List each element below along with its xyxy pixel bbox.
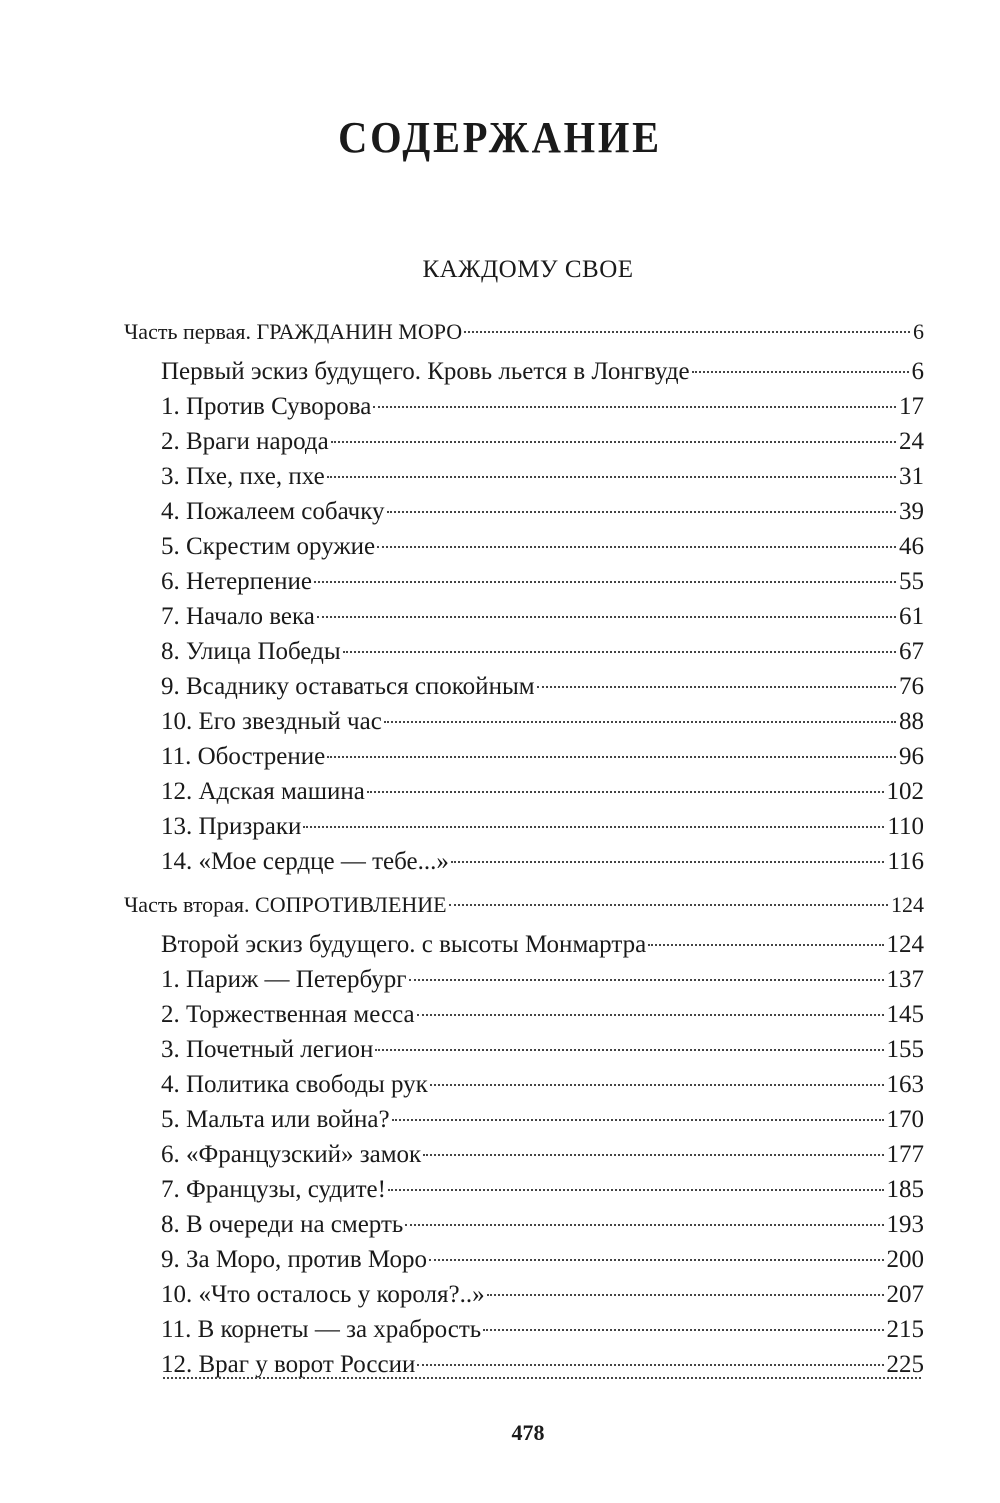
page-number: 31	[899, 463, 924, 490]
entry-label: 10. «Что осталось у короля?..»	[161, 1281, 485, 1308]
toc-entry	[161, 1312, 924, 1347]
dot-leader	[487, 1293, 884, 1296]
page-number: 200	[886, 1246, 924, 1273]
page-number: 215	[886, 1316, 924, 1343]
dot-leader	[367, 790, 884, 793]
dot-leader	[303, 825, 884, 828]
page-number: 17	[899, 393, 924, 420]
toc-entry	[161, 1382, 924, 1417]
dot-leader	[377, 545, 896, 548]
dot-leader	[417, 1013, 884, 1016]
entry-label: 13. Призраки	[161, 813, 302, 840]
entry-label: 3. Пхе, пхе, пхе	[161, 463, 325, 490]
toc-part-entries	[124, 927, 924, 1417]
entry-label: 4. Политика свободы рук	[161, 1071, 428, 1098]
page-number: 177	[886, 1141, 924, 1168]
toc-entry	[161, 424, 924, 459]
entry-label: Первый эскиз будущего. Кровь льется в Лонгвуде	[161, 358, 690, 385]
page-number: 24	[899, 428, 924, 455]
dot-leader	[314, 580, 896, 583]
entry-label: 7. Начало века	[161, 603, 315, 630]
toc-part-heading	[124, 312, 924, 352]
toc-entry	[161, 844, 924, 879]
toc-entry	[161, 459, 924, 494]
dot-leader	[537, 685, 896, 688]
toc-entry	[161, 1137, 924, 1172]
toc-entry	[161, 669, 924, 704]
dot-leader	[327, 475, 896, 478]
dot-leader	[373, 405, 896, 408]
entry-label: 1. Против Суворова	[161, 393, 372, 420]
entry-label: 12. Адская машина	[161, 778, 365, 805]
page-number: 110	[887, 813, 924, 840]
toc-entry	[161, 1277, 924, 1312]
dot-leader	[343, 650, 896, 653]
page-number: 163	[886, 1071, 924, 1098]
dot-leader	[430, 1083, 884, 1086]
dot-leader	[327, 755, 896, 758]
page-title: СОДЕРЖАНИЕ	[338, 113, 662, 162]
page-number: 137	[886, 966, 924, 993]
entry-label: 5. Мальта или война?	[161, 1106, 390, 1133]
toc-part-entries	[124, 354, 924, 879]
dot-leader	[331, 440, 896, 443]
entry-label: 10. Его звездный час	[161, 708, 382, 735]
page-number: 124	[886, 931, 924, 958]
page-number: 170	[886, 1106, 924, 1133]
toc-entry	[161, 529, 924, 564]
page-number: 155	[886, 1036, 924, 1063]
dot-leader	[163, 1376, 921, 1379]
toc-entry	[161, 1067, 924, 1102]
page-folio-number: 478	[511, 1420, 545, 1445]
part-label: Часть вторая. СОПРОТИВЛЕНИЕ	[124, 892, 447, 917]
toc-entry	[161, 354, 924, 389]
page-number: 46	[899, 533, 924, 560]
entry-label: 1. Париж — Петербург	[161, 966, 407, 993]
toc-entry	[161, 599, 924, 634]
entry-label: 8. В очереди на смерть	[161, 1211, 404, 1238]
dot-leader	[464, 330, 910, 333]
page-number: 145	[886, 1001, 924, 1028]
toc-entry	[161, 962, 924, 997]
dot-leader	[429, 1258, 884, 1261]
dot-leader	[692, 370, 909, 373]
dot-leader	[483, 1328, 883, 1331]
toc-part-heading	[124, 885, 924, 925]
entry-label: 5. Скрестим оружие	[161, 533, 376, 560]
toc-entry	[161, 389, 924, 424]
toc-entry	[161, 494, 924, 529]
dot-leader	[451, 860, 885, 863]
page-number: 185	[886, 1176, 924, 1203]
toc-entry	[161, 634, 924, 669]
entry-label: 6. Нетерпение	[161, 568, 313, 595]
entry-label: 2. Торжественная месса	[161, 1001, 415, 1028]
page-number: 225	[886, 1351, 924, 1378]
book-title: КАЖДОМУ СВОЕ	[422, 256, 634, 283]
toc-entry	[161, 1102, 924, 1137]
toc-entry	[161, 704, 924, 739]
dot-leader	[405, 1223, 883, 1226]
dot-leader	[449, 903, 888, 906]
part-label: Часть первая. ГРАЖДАНИН МОРО	[124, 319, 463, 344]
entry-label: 14. «Мое сердце — тебе...»	[161, 848, 449, 875]
toc-entry	[161, 739, 924, 774]
dot-leader	[387, 510, 896, 513]
page-number: 124	[891, 892, 924, 917]
toc-entry	[161, 1032, 924, 1067]
dot-leader	[423, 1153, 883, 1156]
entry-label: 11. В корнеты — за храбрость	[161, 1316, 482, 1343]
table-of-contents	[124, 312, 924, 1417]
dot-leader	[388, 1188, 884, 1191]
page-number: 67	[899, 638, 924, 665]
page-number: 6	[911, 358, 924, 385]
entry-label: 9. Всаднику оставаться спокойным	[161, 673, 535, 700]
entry-label: 7. Французы, судите!	[161, 1176, 386, 1203]
page-number: 207	[886, 1281, 924, 1308]
page-number: 193	[886, 1211, 924, 1238]
entry-label: 12. Враг у ворот России	[161, 1351, 416, 1378]
entry-label: 8. Улица Победы	[161, 638, 341, 665]
toc-entry	[161, 809, 924, 844]
toc-entry	[161, 1172, 924, 1207]
toc-entry	[161, 927, 924, 962]
entry-label: 11. Обострение	[161, 743, 326, 770]
page-number: 61	[899, 603, 924, 630]
toc-entry	[161, 1242, 924, 1277]
page-number: 6	[913, 319, 924, 344]
entry-label: 9. За Моро, против Моро	[161, 1246, 427, 1273]
entry-label: 3. Почетный легион	[161, 1036, 374, 1063]
page-number: 96	[899, 743, 924, 770]
toc-entry	[161, 1207, 924, 1242]
entry-label: 4. Пожалеем собачку	[161, 498, 385, 525]
toc-entry	[161, 997, 924, 1032]
dot-leader	[648, 943, 883, 946]
page-number: 76	[899, 673, 924, 700]
dot-leader	[392, 1118, 884, 1121]
dot-leader	[417, 1363, 883, 1366]
page-number: 39	[899, 498, 924, 525]
page-number: 55	[899, 568, 924, 595]
dot-leader	[317, 615, 896, 618]
toc-entry	[161, 774, 924, 809]
page-number: 116	[887, 848, 924, 875]
dot-leader	[384, 720, 896, 723]
entry-label: 6. «Французский» замок	[161, 1141, 422, 1168]
entry-label: 2. Враги народа	[161, 428, 329, 455]
page-number: 88	[899, 708, 924, 735]
entry-label: Второй эскиз будущего. с высоты Монмартра	[161, 931, 647, 958]
dot-leader	[409, 978, 884, 981]
page-number: 102	[886, 778, 924, 805]
dot-leader	[375, 1048, 883, 1051]
toc-entry	[161, 564, 924, 599]
